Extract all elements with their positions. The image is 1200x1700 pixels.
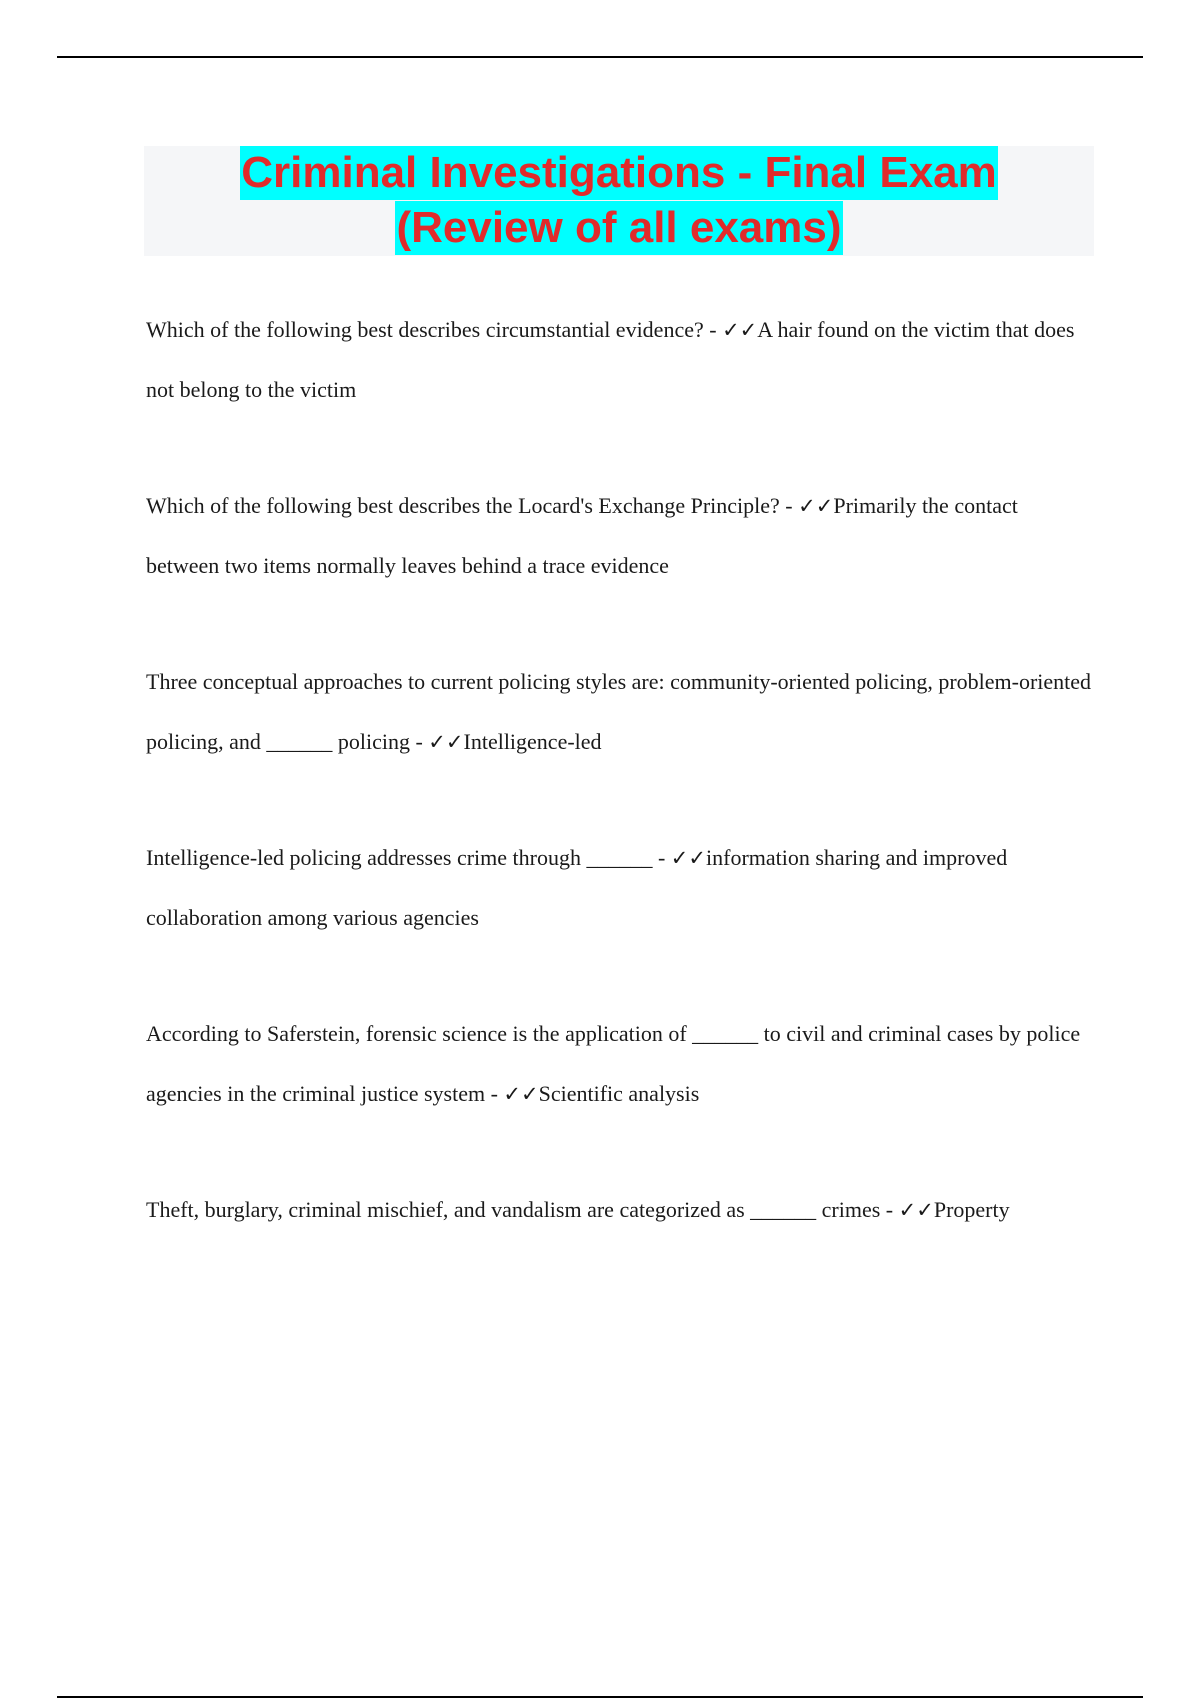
answer-text: Scientific analysis: [538, 1081, 700, 1106]
check-mark-icon: ✓✓: [798, 494, 834, 518]
answer-text: Intelligence-led: [463, 729, 602, 754]
question-text: According to Saferstein, forensic science is the application of ______ to civil and criminal cases by police agencies in the criminal justice system -: [146, 1021, 1086, 1106]
check-mark-icon: ✓✓: [722, 318, 758, 342]
question-text: Which of the following best describes the Locard's Exchange Principle? -: [146, 493, 799, 518]
check-mark-icon: ✓✓: [670, 846, 706, 870]
footer-rule: [57, 1696, 1143, 1698]
check-mark-icon: ✓✓: [503, 1082, 539, 1106]
qa-item-3: [146, 652, 1096, 772]
title-banner: [144, 146, 1094, 256]
qa-item-4: [146, 828, 1096, 948]
check-mark-icon: ✓✓: [428, 730, 464, 754]
question-text: Intelligence-led policing addresses crime through ______ -: [146, 845, 671, 870]
qa-item-5: [146, 1004, 1096, 1124]
question-text: Three conceptual approaches to current policing styles are: community-oriented policing, problem-oriented policing, and ______ policing -: [146, 669, 1097, 754]
qa-item-6: [146, 1180, 1096, 1240]
qa-item-1: [146, 300, 1096, 420]
answer-text: information sharing and improved collaboration among various agencies: [146, 845, 1013, 930]
question-text: Which of the following best describes circumstantial evidence? -: [146, 317, 723, 342]
check-mark-icon: ✓✓: [898, 1198, 934, 1222]
header-rule: [57, 56, 1143, 58]
qa-list: [146, 300, 1096, 1240]
answer-text: Property: [933, 1197, 1010, 1222]
answer-text: Primarily the contact between two items normally leaves behind a trace evidence: [146, 493, 1024, 578]
document-title-line-2: (Review of all exams): [395, 201, 842, 255]
question-text: Theft, burglary, criminal mischief, and vandalism are categorized as ______ crimes -: [146, 1197, 899, 1222]
answer-text: A hair found on the victim that does not belong to the victim: [146, 317, 1080, 402]
document-title-line-1: Criminal Investigations - Final Exam: [240, 146, 998, 200]
qa-item-2: [146, 476, 1096, 596]
